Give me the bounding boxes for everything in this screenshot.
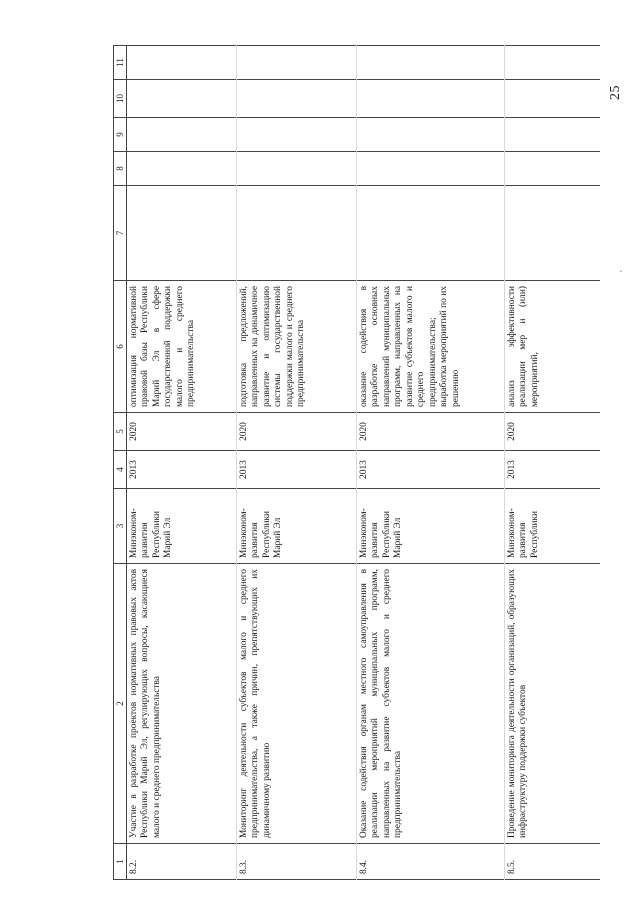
empty-cell <box>127 118 237 152</box>
executor-text: Минэконом-развития Республики <box>505 489 601 564</box>
table-row <box>237 46 357 880</box>
column-number: 10 <box>114 80 127 118</box>
column-number: 7 <box>114 186 127 281</box>
column-number: 9 <box>114 118 127 152</box>
column-number: 3 <box>114 489 127 564</box>
empty-cell <box>237 152 357 186</box>
expected-result-text: оказание содействия в разработке основных направлений муниципальных программ, направленных на развитие субъектов малого и среднего предпринимательства; выработка мероприятий по их решению <box>357 281 505 413</box>
empty-cell <box>357 80 505 118</box>
empty-cell <box>505 186 601 281</box>
rotated-table-container <box>113 46 595 880</box>
row-number: 8.2. <box>127 844 237 880</box>
row-number: 8.3. <box>237 844 357 880</box>
expected-result-text: анализ эффективности реализации мер и (или) мероприятий, <box>505 281 601 413</box>
column-number: 4 <box>114 451 127 489</box>
scan-speck <box>620 270 622 272</box>
empty-cell <box>127 80 237 118</box>
empty-cell <box>127 186 237 281</box>
empty-cell <box>127 152 237 186</box>
table-row <box>127 46 237 880</box>
activity-text: Проведение мониторинга деятельности организаций, образующих инфраструктуру поддержки субъектов <box>505 564 601 844</box>
activity-text: Оказание содействия органам местного самоуправления в реализации мероприятий муниципальных программ, направленных на развитие субъектов малого и среднего предпринимательства <box>357 564 505 844</box>
end-year: 2020 <box>505 413 601 451</box>
start-year: 2013 <box>505 451 601 489</box>
start-year: 2013 <box>127 451 237 489</box>
start-year: 2013 <box>357 451 505 489</box>
row-number: 8.4. <box>357 844 505 880</box>
column-number: 11 <box>114 46 127 80</box>
column-number: 5 <box>114 413 127 451</box>
executor-text: Минэконом-развития Республики Марий Эл <box>357 489 505 564</box>
column-number: 8 <box>114 152 127 186</box>
empty-cell <box>505 152 601 186</box>
executor-text: Минэконом-развития Республики Марий Эл <box>127 489 237 564</box>
empty-cell <box>357 118 505 152</box>
row-number: 8.5. <box>505 844 601 880</box>
empty-cell <box>505 80 601 118</box>
expected-result-text: оптимизация нормативной правовой базы Республики Марий Эл в сфере государственной поддержки малого и среднего предпринимательства <box>127 281 237 413</box>
expected-result-text: подготовка предложений, направленных на динамичное развитие и оптимизацию системы государственной поддержки малого и среднего предпринимательства <box>237 281 357 413</box>
table-row <box>357 46 505 880</box>
empty-cell <box>505 46 601 80</box>
empty-cell <box>357 186 505 281</box>
end-year: 2020 <box>357 413 505 451</box>
empty-cell <box>237 46 357 80</box>
empty-cell <box>237 80 357 118</box>
activity-text: Мониторинг деятельности субъектов малого и среднего предпринимательства, а также причин, препятствующих их динамичному развитию <box>237 564 357 844</box>
column-number-row <box>114 46 127 880</box>
page-number: 25 <box>608 85 623 100</box>
empty-cell <box>237 186 357 281</box>
end-year: 2020 <box>237 413 357 451</box>
empty-cell <box>357 46 505 80</box>
activity-text: Участие в разработке проектов нормативных правовых актов Республики Марий Эл, регулирующих вопросы, касающиеся малого и среднего предпринимательства <box>127 564 237 844</box>
empty-cell <box>127 46 237 80</box>
executor-text: Минэконом-развития Республики Марий Эл <box>237 489 357 564</box>
empty-cell <box>237 118 357 152</box>
column-number: 2 <box>114 564 127 844</box>
empty-cell <box>505 118 601 152</box>
empty-cell <box>357 152 505 186</box>
column-number: 1 <box>114 844 127 880</box>
program-activities-table <box>113 45 600 880</box>
column-number: 6 <box>114 281 127 413</box>
table-row <box>505 46 601 880</box>
end-year: 2020 <box>127 413 237 451</box>
start-year: 2013 <box>237 451 357 489</box>
